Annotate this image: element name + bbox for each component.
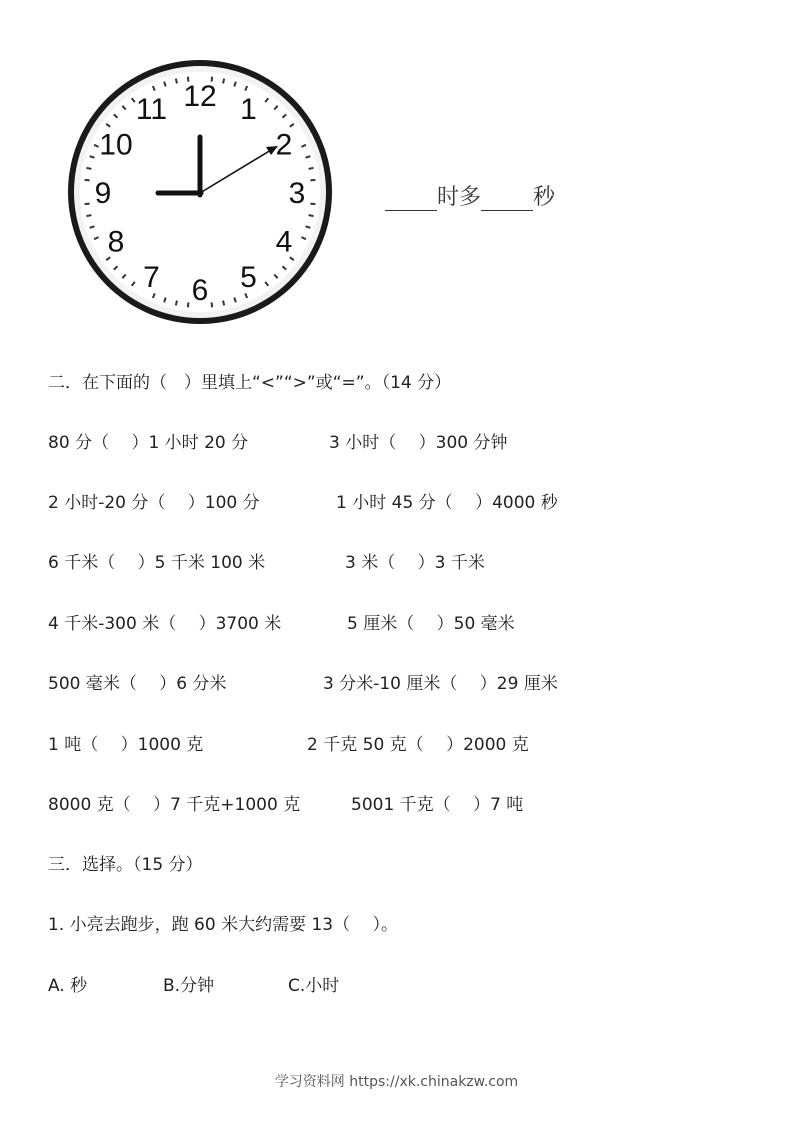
clock-number: 4 xyxy=(275,225,293,259)
clock-number: 2 xyxy=(275,128,293,162)
compare-row-2-right: 1 小时 45 分（ ）4000 秒 xyxy=(336,493,558,513)
clock-tick xyxy=(309,168,314,169)
section3-title: 三．选择。（15 分） xyxy=(48,855,203,875)
clock-number: 1 xyxy=(240,92,257,126)
clock-tick xyxy=(87,168,92,169)
clock-number: 12 xyxy=(183,80,217,113)
compare-row-1-left: 80 分（ ）1 小时 20 分 xyxy=(48,433,249,453)
option-c[interactable]: C.小时 xyxy=(288,976,340,996)
compare-row-6-right: 2 千克 50 克（ ）2000 克 xyxy=(307,735,529,755)
compare-row-1-right: 3 小时（ ）300 分钟 xyxy=(329,433,508,453)
clock-number: 10 xyxy=(99,128,133,162)
clock-number: 8 xyxy=(107,225,125,259)
clock-tick xyxy=(223,79,224,84)
clock-number: 3 xyxy=(288,177,306,210)
clock-answer-blanks xyxy=(385,180,555,211)
clock-number: 9 xyxy=(94,177,112,210)
question-1: 1. 小亮去跑步，跑 60 米大约需要 13（ ）。 xyxy=(48,915,399,935)
option-b[interactable]: B.分钟 xyxy=(163,976,215,996)
compare-row-2-left: 2 小时-20 分（ ）100 分 xyxy=(48,493,260,513)
option-a[interactable]: A. 秒 xyxy=(48,976,88,996)
clock-tick xyxy=(310,180,315,181)
compare-row-7-left: 8000 克（ ）7 千克+1000 克 xyxy=(48,795,301,815)
compare-row-7-right: 5001 千克（ ）7 吨 xyxy=(351,795,524,815)
clock-tick xyxy=(212,302,213,307)
clock-number: 7 xyxy=(143,261,160,295)
second-blank[interactable] xyxy=(481,188,533,211)
clock-tick xyxy=(87,215,92,216)
compare-row-3-left: 6 千米（ ）5 千米 100 米 xyxy=(48,553,266,573)
hour-blank[interactable] xyxy=(385,188,437,211)
clock-number: 11 xyxy=(135,92,168,126)
compare-row-4-right: 5 厘米（ ）50 毫米 xyxy=(347,614,515,634)
clock-tick xyxy=(176,79,177,84)
footer-watermark: 学习资料网 https://xk.chinakzw.com xyxy=(274,1074,519,1090)
clock-tick xyxy=(85,180,90,181)
compare-row-6-left: 1 吨（ ）1000 克 xyxy=(48,735,204,755)
clock-image xyxy=(64,56,336,328)
compare-row-3-right: 3 米（ ）3 千米 xyxy=(345,553,485,573)
clock-tick xyxy=(85,204,90,205)
clock-tick xyxy=(309,215,314,216)
clock-face xyxy=(64,56,336,328)
second-label: 秒 xyxy=(533,185,556,210)
clock-number: 5 xyxy=(240,261,257,295)
section2-title: 二．在下面的（ ）里填上“<”“>”或“=”。（14 分） xyxy=(48,373,452,393)
clock-tick xyxy=(310,204,315,205)
compare-row-5-right: 3 分米-10 厘米（ ）29 厘米 xyxy=(323,674,558,694)
clock-tick xyxy=(188,302,189,307)
hour-more-label: 时多 xyxy=(437,185,482,210)
compare-row-4-left: 4 千米-300 米（ ）3700 米 xyxy=(48,614,282,634)
compare-row-5-left: 500 毫米（ ）6 分米 xyxy=(48,674,227,694)
clock-tick xyxy=(223,301,224,306)
clock-number: 6 xyxy=(191,274,209,307)
clock-tick xyxy=(176,301,177,306)
